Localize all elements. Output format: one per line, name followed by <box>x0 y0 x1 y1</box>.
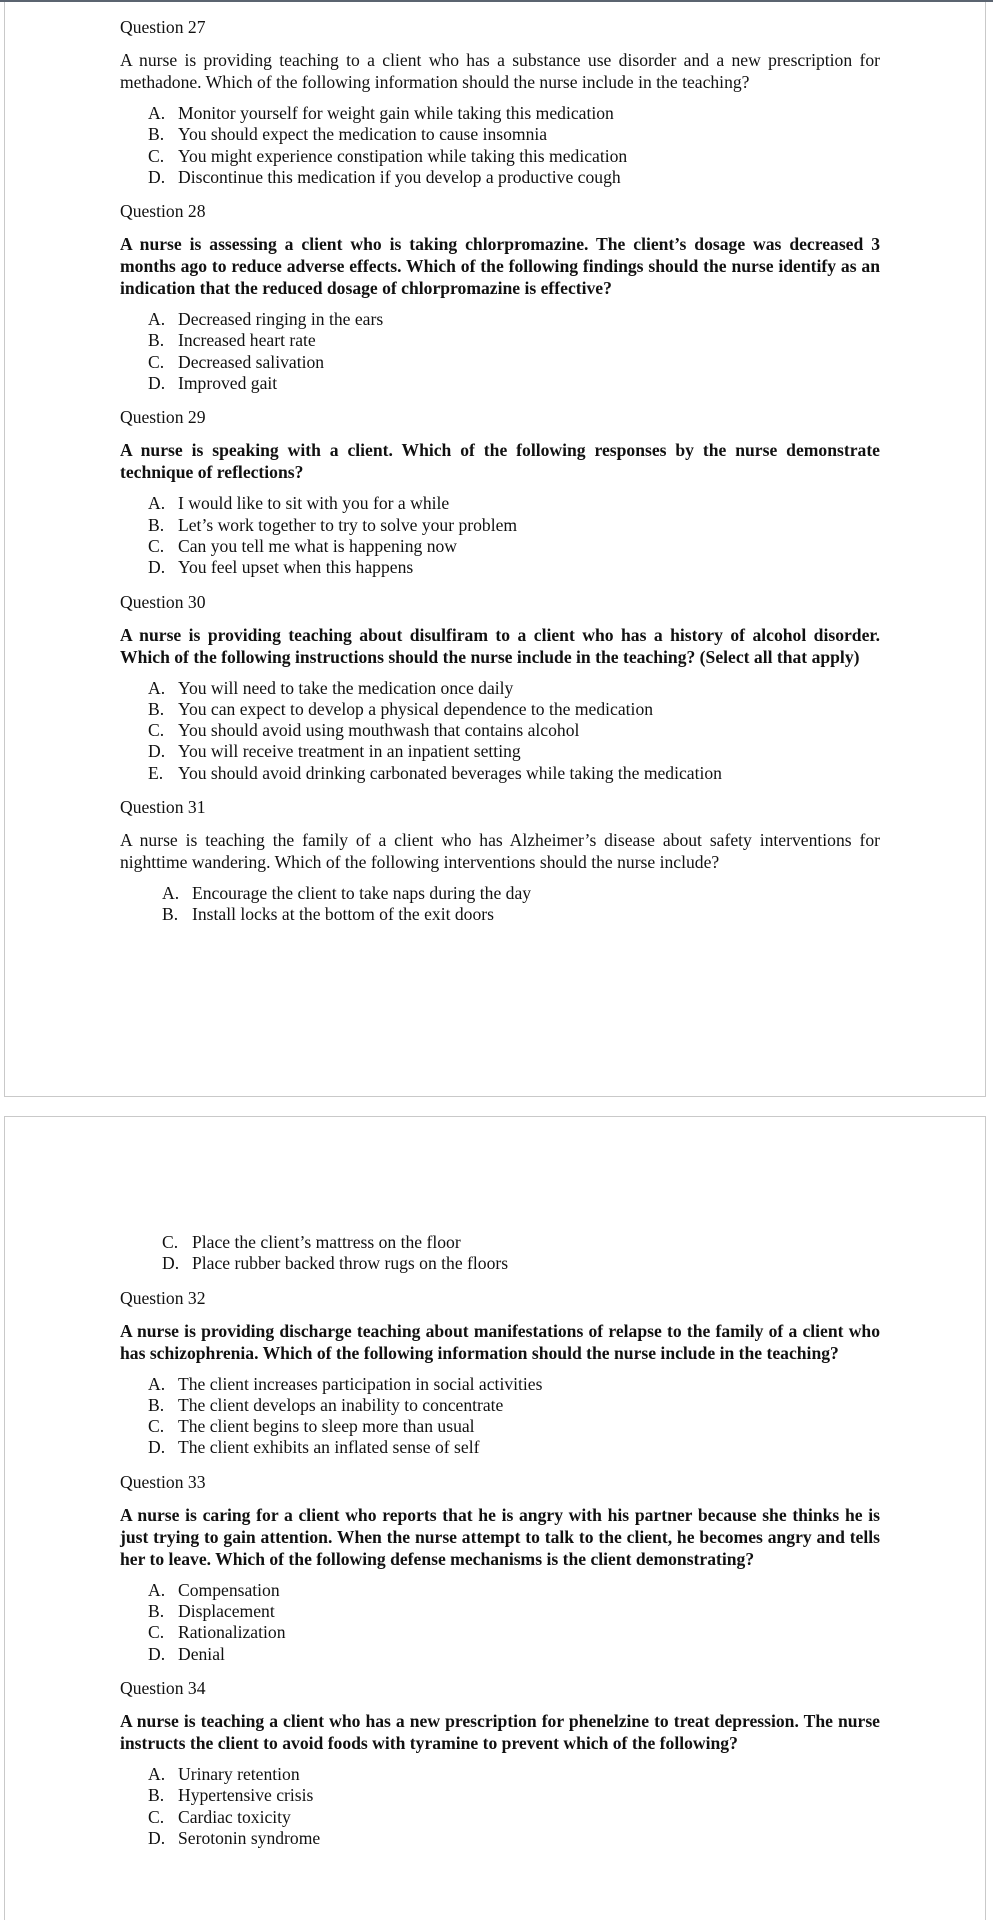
option-text: Monitor yourself for weight gain while taking this medication <box>178 103 614 123</box>
option-letter: C. <box>148 535 165 556</box>
option-text: The client develops an inability to concentrate <box>178 1394 504 1415</box>
answer-option <box>148 103 880 124</box>
continued-options-list <box>120 1232 880 1275</box>
answer-option <box>148 678 880 699</box>
question-title: Question 27 <box>120 17 206 37</box>
document-page-2 <box>4 1116 986 1920</box>
answer-options-list <box>120 1580 880 1665</box>
option-letter: C. <box>148 1806 165 1827</box>
answer-option <box>148 124 880 145</box>
option-text: Serotonin syndrome <box>178 1827 321 1848</box>
answer-option <box>148 1644 880 1665</box>
page-1-content <box>120 16 880 938</box>
question-block <box>120 200 880 394</box>
option-text: You should avoid using mouthwash that contains alcohol <box>178 720 580 741</box>
option-text: You feel upset when this happens <box>178 557 414 578</box>
answer-option <box>148 1601 880 1622</box>
answer-options-list <box>120 309 880 394</box>
answer-option <box>148 536 880 557</box>
answer-option <box>148 146 880 167</box>
question-title: Question 28 <box>120 201 206 222</box>
option-letter: D. <box>148 166 166 187</box>
answer-option <box>148 167 880 188</box>
answer-option <box>148 515 880 536</box>
answer-option <box>148 1764 880 1785</box>
option-text: Place the client’s mattress on the floor <box>192 1232 461 1252</box>
option-text: Place rubber backed throw rugs on the floors <box>192 1253 509 1274</box>
answer-option <box>148 1622 880 1643</box>
answer-option <box>148 557 880 578</box>
answer-options-list <box>120 1764 880 1849</box>
option-letter: A. <box>148 1763 166 1784</box>
option-text: You might experience constipation while taking this medication <box>178 145 628 166</box>
answer-options-list <box>120 883 880 926</box>
option-text: I would like to sit with you for a while <box>178 493 450 514</box>
option-text: You should expect the medication to cause insomnia <box>178 124 548 145</box>
option-letter: A. <box>148 677 166 698</box>
answer-option <box>148 352 880 373</box>
answer-option <box>148 741 880 762</box>
option-text: Decreased ringing in the ears <box>178 309 384 330</box>
option-text: Hypertensive crisis <box>178 1785 314 1806</box>
option-text: You should avoid drinking carbonated beverages while taking the medication <box>178 762 722 783</box>
option-text: Decreased salivation <box>178 351 325 372</box>
question-block <box>120 1471 880 1665</box>
option-letter: B. <box>162 904 179 925</box>
option-letter: C. <box>148 351 165 372</box>
option-letter: A. <box>148 1579 166 1600</box>
option-text: Encourage the client to take naps during the day <box>192 883 532 904</box>
question-stem: A nurse is providing teaching about disulfiram to a client who has a history of alcohol disorder. Which of the following instructions should the nurse include in the teaching? (Select all that apply) <box>120 624 880 667</box>
question-block <box>120 406 880 578</box>
option-text: Improved gait <box>178 373 278 394</box>
document-page-1 <box>4 2 986 1097</box>
option-text: You can expect to develop a physical dependence to the medication <box>178 698 654 719</box>
question-block <box>120 1677 880 1849</box>
answer-option <box>148 1437 880 1458</box>
question-title: Question 33 <box>120 1471 206 1492</box>
option-letter: B. <box>148 1394 165 1415</box>
answer-option <box>148 1395 880 1416</box>
option-letter: B. <box>148 124 165 145</box>
question-title: Question 30 <box>120 591 206 612</box>
question-stem: A nurse is assessing a client who is taking chlorpromazine. The client’s dosage was decreased 3 months ago to reduce adverse effects. Which of the following findings should the nurse identify as an indication that the reduced dosage of chlorpromazine is effective? <box>120 234 880 299</box>
question-title: Question 31 <box>120 797 206 818</box>
answer-option <box>148 1416 880 1437</box>
option-letter: D. <box>148 741 166 762</box>
option-letter: B. <box>148 1601 165 1622</box>
option-letter: D. <box>148 1643 166 1664</box>
answer-options-list <box>120 103 880 188</box>
question-title: Question 32 <box>120 1287 206 1308</box>
option-text: Cardiac toxicity <box>178 1806 291 1827</box>
option-letter: E. <box>148 762 164 783</box>
option-letter: B. <box>148 1785 165 1806</box>
question-title: Question 29 <box>120 407 206 428</box>
answer-option <box>162 904 880 925</box>
question-stem: A nurse is providing discharge teaching about manifestations of relapse to the family of a client who has schizophrenia. Which of the following information should the nurse include in the teaching? <box>120 1320 880 1363</box>
question-stem: A nurse is speaking with a client. Which of the following responses by the nurse demonstrate technique of reflections? <box>120 440 880 483</box>
answer-option <box>162 1253 880 1274</box>
option-letter: D. <box>148 373 166 394</box>
option-letter: D. <box>148 1827 166 1848</box>
option-letter: D. <box>162 1253 180 1274</box>
option-text: The client begins to sleep more than usual <box>178 1416 475 1437</box>
option-letter: C. <box>148 145 165 166</box>
answer-option <box>148 699 880 720</box>
answer-option <box>148 330 880 351</box>
option-text: Let’s work together to try to solve your problem <box>178 514 518 535</box>
option-text: Rationalization <box>178 1622 286 1643</box>
option-text: Urinary retention <box>178 1763 300 1784</box>
question-block <box>120 591 880 784</box>
answer-option <box>148 763 880 784</box>
answer-option <box>148 309 880 330</box>
option-letter: C. <box>148 720 165 741</box>
option-text: The client increases participation in social activities <box>178 1373 543 1394</box>
question-block <box>120 16 880 188</box>
question-title: Question 34 <box>120 1677 206 1698</box>
option-text: You will need to take the medication once daily <box>178 677 514 698</box>
answer-option <box>148 1807 880 1828</box>
option-letter: A. <box>148 309 166 330</box>
question-stem: A nurse is teaching the family of a client who has Alzheimer’s disease about safety interventions for nighttime wandering. Which of the following interventions should the nurse include? <box>120 830 880 873</box>
question-stem: A nurse is teaching a client who has a new prescription for phenelzine to treat depression. The nurse instructs the client to avoid foods with tyramine to prevent which of the following? <box>120 1710 880 1753</box>
option-letter: C. <box>148 1622 165 1643</box>
option-letter: B. <box>148 698 165 719</box>
option-letter: B. <box>148 514 165 535</box>
option-text: Compensation <box>178 1579 280 1600</box>
question-block <box>120 1287 880 1459</box>
question-stem: A nurse is providing teaching to a client who has a substance use disorder and a new prescription for methadone. Which of the following information should the nurse include in the teaching? <box>120 50 880 92</box>
answer-options-list <box>120 678 880 784</box>
question-block <box>120 796 880 926</box>
option-text: Denial <box>178 1643 225 1664</box>
option-text: Discontinue this medication if you develop a productive cough <box>178 166 621 187</box>
answer-option <box>162 883 880 904</box>
option-letter: B. <box>148 330 165 351</box>
option-text: You will receive treatment in an inpatient setting <box>178 741 521 762</box>
answer-option <box>148 493 880 514</box>
option-letter: C. <box>162 1232 179 1252</box>
option-letter: D. <box>148 557 166 578</box>
answer-option <box>162 1232 880 1253</box>
option-letter: A. <box>162 883 180 904</box>
answer-options-list <box>120 1374 880 1459</box>
answer-option <box>148 720 880 741</box>
option-letter: A. <box>148 1373 166 1394</box>
answer-options-list <box>120 493 880 578</box>
option-text: Displacement <box>178 1601 275 1622</box>
option-text: Can you tell me what is happening now <box>178 535 458 556</box>
option-letter: A. <box>148 103 166 123</box>
option-text: The client exhibits an inflated sense of self <box>178 1437 480 1458</box>
option-letter: A. <box>148 493 166 514</box>
answer-option <box>148 1580 880 1601</box>
question-stem: A nurse is caring for a client who reports that he is angry with his partner because she thinks he is just trying to gain attention. When the nurse attempt to talk to the client, he becomes angry and tells her to leave. Which of the following defense mechanisms is the client demonstrating? <box>120 1504 880 1569</box>
option-letter: D. <box>148 1437 166 1458</box>
answer-option <box>148 1785 880 1806</box>
answer-option <box>148 373 880 394</box>
page-2-content <box>120 1232 880 1861</box>
option-letter: C. <box>148 1416 165 1437</box>
option-text: Install locks at the bottom of the exit doors <box>192 904 494 925</box>
answer-option <box>148 1374 880 1395</box>
option-text: Increased heart rate <box>178 330 316 351</box>
answer-option <box>148 1828 880 1849</box>
